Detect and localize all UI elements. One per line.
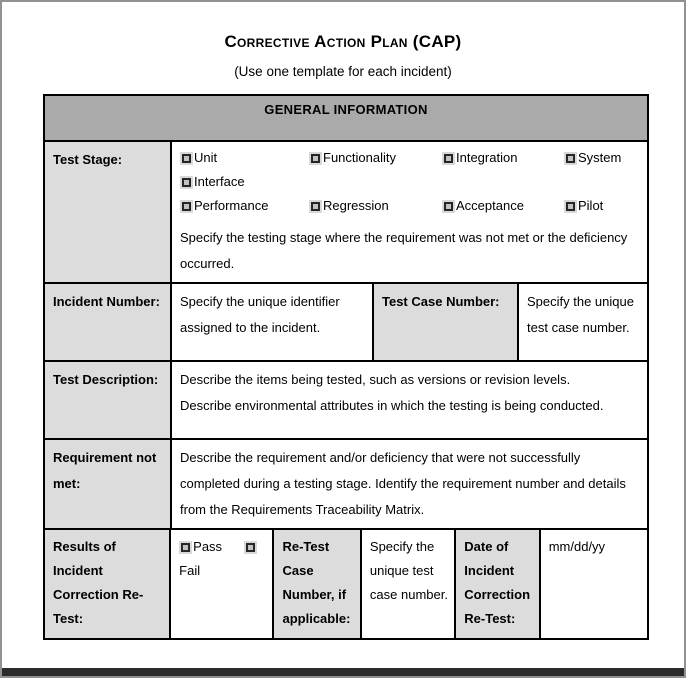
requirement-not-met-label: Requirement not met: — [45, 440, 172, 528]
stage-options-line-1 — [180, 146, 639, 170]
pass-fail-line-1 — [179, 535, 264, 559]
requirement-not-met-value: Describe the requirement and/or deficiency that were not successfully completed during a testing stage. Identify the requirement number and details from the Requirements Traceability Matrix. — [172, 440, 647, 528]
checkbox-label: Functionality — [323, 150, 396, 165]
checkbox-label: Pilot — [578, 198, 604, 213]
option-interface[interactable] — [180, 169, 245, 195]
test-description-line-1: Describe the items being tested, such as versions or revision levels. — [180, 372, 571, 387]
checkbox-icon[interactable] — [311, 202, 320, 211]
pass-label: Pass — [193, 539, 223, 554]
option-regression[interactable] — [309, 193, 442, 219]
date-retest-value: mm/dd/yy — [541, 530, 647, 638]
date-retest-label: Date of Incident Correction Re-Test: — [456, 530, 540, 638]
stage-options-line-2 — [180, 170, 639, 194]
checkbox-label: Unit — [194, 150, 218, 165]
test-stage-cell — [172, 142, 647, 282]
document-title: Corrective Action Plan (CAP) — [224, 32, 462, 51]
option-performance[interactable] — [180, 193, 309, 219]
checkbox-icon[interactable] — [182, 178, 191, 187]
results-retest-row — [45, 530, 647, 638]
checkbox-icon[interactable] — [566, 202, 575, 211]
window-bottom-edge — [2, 668, 684, 676]
title-block — [2, 2, 684, 79]
test-stage-label: Test Stage: — [45, 142, 172, 282]
option-functionality[interactable] — [309, 145, 442, 171]
checkbox-label: Performance — [194, 198, 269, 213]
checkbox-label: Acceptance — [456, 198, 524, 213]
pass-checkbox-icon[interactable] — [181, 543, 190, 552]
checkbox-icon[interactable] — [444, 202, 453, 211]
checkbox-icon[interactable] — [311, 154, 320, 163]
stage-options-line-3 — [180, 194, 639, 218]
option-acceptance[interactable] — [442, 193, 564, 219]
requirement-not-met-row — [45, 440, 647, 530]
retest-case-number-value: Specify the unique test case number. — [362, 530, 456, 638]
option-unit[interactable] — [180, 145, 309, 171]
checkbox-icon[interactable] — [182, 202, 191, 211]
checkbox-label: System — [578, 150, 622, 165]
test-description-row — [45, 362, 647, 440]
test-description-label: Test Description: — [45, 362, 172, 438]
test-description-line-2: Describe environmental attributes in which the testing is being conducted. — [180, 398, 604, 413]
test-stage-row — [45, 142, 647, 284]
incident-number-value: Specify the unique identifier assigned to the incident. — [172, 284, 374, 360]
checkbox-icon[interactable] — [444, 154, 453, 163]
checkbox-label: Interface — [194, 174, 245, 189]
pass-fail-cell — [171, 530, 274, 638]
checkbox-icon[interactable] — [182, 154, 191, 163]
section-header-row — [45, 96, 647, 142]
option-pilot[interactable] — [564, 193, 603, 219]
section-header: GENERAL INFORMATION — [45, 96, 647, 140]
test-case-number-value: Specify the unique test case number. — [519, 284, 647, 360]
option-system[interactable] — [564, 145, 621, 171]
checkbox-label: Integration — [456, 150, 518, 165]
test-description-value — [172, 362, 647, 438]
fail-label: Fail — [179, 563, 201, 578]
test-case-number-label: Test Case Number: — [374, 284, 519, 360]
retest-case-number-label: Re-Test Case Number, if applicable: — [274, 530, 361, 638]
checkbox-icon[interactable] — [566, 154, 575, 163]
option-integration[interactable] — [442, 145, 564, 171]
fail-checkbox-icon[interactable] — [246, 543, 255, 552]
test-stage-instruction: Specify the testing stage where the requirement was not met or the deficiency occurred. — [180, 230, 628, 271]
cap-table — [43, 94, 649, 640]
document-subtitle: (Use one template for each incident) — [234, 64, 452, 79]
incident-number-row — [45, 284, 647, 362]
checkbox-label: Regression — [323, 198, 389, 213]
incident-number-label: Incident Number: — [45, 284, 172, 360]
results-retest-label: Results of Incident Correction Re-Test: — [45, 530, 171, 638]
